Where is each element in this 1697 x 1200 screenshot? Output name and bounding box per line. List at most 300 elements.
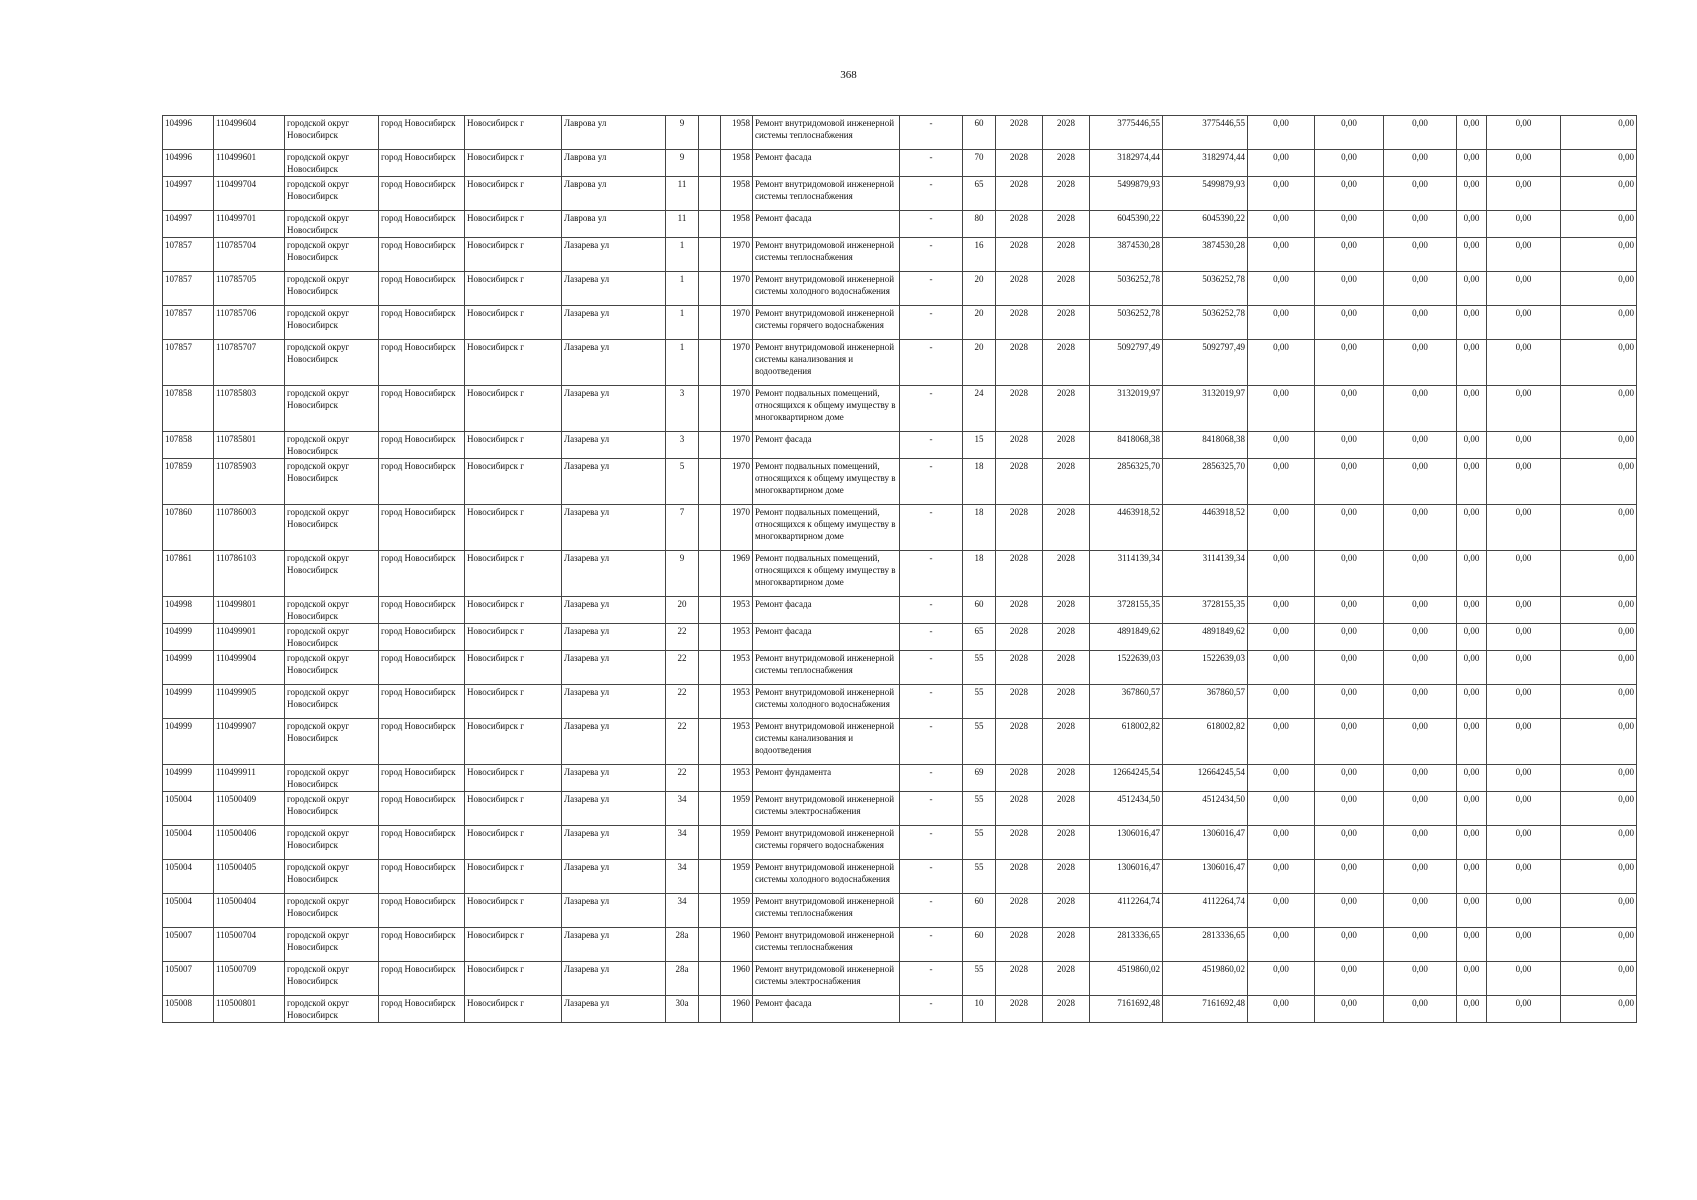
- cell-street: Лазарева ул: [562, 996, 666, 1023]
- cell-city: Новосибирск г: [465, 597, 562, 624]
- cell-regional-budget: 0,00: [1248, 150, 1315, 177]
- cell-street: Лазарева ул: [562, 624, 666, 651]
- cell-municipal-district: городской округ Новосибирск: [285, 177, 379, 211]
- cell-plan-year-start: 2028: [996, 624, 1043, 651]
- cell-total-cost: 1522639,03: [1090, 651, 1163, 685]
- cell-build-year: 1970: [721, 459, 753, 505]
- cell-other-2: 0,00: [1487, 624, 1561, 651]
- cell-other-2: 0,00: [1487, 551, 1561, 597]
- cell-city: Новосибирск г: [465, 860, 562, 894]
- cell-work-id: 110500404: [214, 894, 285, 928]
- cell-owner-funds: 0,00: [1384, 238, 1457, 272]
- cell-settlement: город Новосибирск: [379, 826, 465, 860]
- cell-wear-percent: 69: [963, 765, 996, 792]
- cell-settlement: город Новосибирск: [379, 597, 465, 624]
- cell-street: Лазарева ул: [562, 860, 666, 894]
- cell-municipal-district: городской округ Новосибирск: [285, 116, 379, 150]
- cell-other-3: 0,00: [1561, 928, 1637, 962]
- cell-municipal-district: городской округ Новосибирск: [285, 211, 379, 238]
- cell-owner-funds: 0,00: [1384, 272, 1457, 306]
- cell-owner-funds: 0,00: [1384, 651, 1457, 685]
- cell-unit: -: [900, 685, 963, 719]
- cell-plan-year-start: 2028: [996, 340, 1043, 386]
- cell-build-year: 1970: [721, 238, 753, 272]
- cell-fund-cost: 6045390,22: [1163, 211, 1248, 238]
- cell-local-budget: 0,00: [1315, 116, 1384, 150]
- cell-wear-percent: 10: [963, 996, 996, 1023]
- cell-plan-year-start: 2028: [996, 238, 1043, 272]
- cell-plan-year-start: 2028: [996, 860, 1043, 894]
- cell-unit: -: [900, 860, 963, 894]
- cell-owner-funds: 0,00: [1384, 792, 1457, 826]
- cell-plan-year-end: 2028: [1043, 651, 1090, 685]
- cell-street: Лазарева ул: [562, 340, 666, 386]
- cell-street: Лазарева ул: [562, 551, 666, 597]
- cell-building-number: [699, 928, 721, 962]
- cell-house-number: 22: [666, 685, 699, 719]
- table-row: [163, 826, 1637, 860]
- cell-house-number: 34: [666, 826, 699, 860]
- cell-owner-funds: 0,00: [1384, 719, 1457, 765]
- cell-other-1: 0,00: [1457, 505, 1487, 551]
- cell-plan-year-end: 2028: [1043, 432, 1090, 459]
- cell-total-cost: 3182974,44: [1090, 150, 1163, 177]
- table-row: [163, 459, 1637, 505]
- cell-other-3: 0,00: [1561, 272, 1637, 306]
- cell-other-2: 0,00: [1487, 505, 1561, 551]
- cell-street: Лазарева ул: [562, 459, 666, 505]
- cell-settlement: город Новосибирск: [379, 651, 465, 685]
- cell-build-year: 1959: [721, 894, 753, 928]
- table-row: [163, 340, 1637, 386]
- cell-city: Новосибирск г: [465, 651, 562, 685]
- cell-city: Новосибирск г: [465, 996, 562, 1023]
- cell-city: Новосибирск г: [465, 792, 562, 826]
- cell-local-budget: 0,00: [1315, 651, 1384, 685]
- cell-other-3: 0,00: [1561, 860, 1637, 894]
- cell-build-year: 1958: [721, 211, 753, 238]
- cell-other-2: 0,00: [1487, 597, 1561, 624]
- cell-fund-cost: 1522639,03: [1163, 651, 1248, 685]
- cell-wear-percent: 55: [963, 792, 996, 826]
- cell-regional-budget: 0,00: [1248, 211, 1315, 238]
- cell-street: Лаврова ул: [562, 116, 666, 150]
- table-row: [163, 792, 1637, 826]
- cell-total-cost: 3114139,34: [1090, 551, 1163, 597]
- cell-house-id: 104999: [163, 685, 214, 719]
- cell-settlement: город Новосибирск: [379, 150, 465, 177]
- cell-house-id: 105007: [163, 962, 214, 996]
- cell-local-budget: 0,00: [1315, 238, 1384, 272]
- cell-local-budget: 0,00: [1315, 177, 1384, 211]
- cell-total-cost: 3775446,55: [1090, 116, 1163, 150]
- cell-plan-year-end: 2028: [1043, 386, 1090, 432]
- cell-work-type: Ремонт внутридомовой инженерной системы горячего водоснабжения: [753, 306, 900, 340]
- cell-work-id: 110785801: [214, 432, 285, 459]
- cell-street: Лазарева ул: [562, 306, 666, 340]
- cell-street: Лаврова ул: [562, 150, 666, 177]
- table-row: [163, 177, 1637, 211]
- cell-total-cost: 4463918,52: [1090, 505, 1163, 551]
- cell-plan-year-start: 2028: [996, 685, 1043, 719]
- cell-other-2: 0,00: [1487, 238, 1561, 272]
- cell-wear-percent: 55: [963, 962, 996, 996]
- cell-other-1: 0,00: [1457, 996, 1487, 1023]
- cell-build-year: 1953: [721, 685, 753, 719]
- table-row: [163, 238, 1637, 272]
- cell-city: Новосибирск г: [465, 962, 562, 996]
- capital-repair-table: [162, 115, 1637, 1023]
- cell-unit: -: [900, 551, 963, 597]
- table-row: [163, 150, 1637, 177]
- cell-total-cost: 4519860,02: [1090, 962, 1163, 996]
- cell-other-1: 0,00: [1457, 651, 1487, 685]
- cell-owner-funds: 0,00: [1384, 150, 1457, 177]
- cell-work-id: 110499701: [214, 211, 285, 238]
- table-row: [163, 685, 1637, 719]
- cell-owner-funds: 0,00: [1384, 306, 1457, 340]
- cell-other-3: 0,00: [1561, 116, 1637, 150]
- cell-work-id: 110500704: [214, 928, 285, 962]
- cell-unit: -: [900, 894, 963, 928]
- cell-other-3: 0,00: [1561, 459, 1637, 505]
- cell-work-type: Ремонт внутридомовой инженерной системы холодного водоснабжения: [753, 272, 900, 306]
- cell-building-number: [699, 116, 721, 150]
- cell-work-type: Ремонт внутридомовой инженерной системы электроснабжения: [753, 962, 900, 996]
- cell-other-2: 0,00: [1487, 719, 1561, 765]
- cell-other-1: 0,00: [1457, 928, 1487, 962]
- page-number: 368: [840, 69, 857, 81]
- cell-work-id: 110500709: [214, 962, 285, 996]
- cell-regional-budget: 0,00: [1248, 996, 1315, 1023]
- cell-work-id: 110499604: [214, 116, 285, 150]
- cell-total-cost: 12664245,54: [1090, 765, 1163, 792]
- cell-city: Новосибирск г: [465, 928, 562, 962]
- cell-fund-cost: 3775446,55: [1163, 116, 1248, 150]
- cell-work-type: Ремонт подвальных помещений, относящихся к общему имуществу в многоквартирном доме: [753, 386, 900, 432]
- cell-owner-funds: 0,00: [1384, 765, 1457, 792]
- cell-house-number: 1: [666, 306, 699, 340]
- cell-regional-budget: 0,00: [1248, 928, 1315, 962]
- cell-other-3: 0,00: [1561, 177, 1637, 211]
- cell-city: Новосибирск г: [465, 150, 562, 177]
- cell-regional-budget: 0,00: [1248, 597, 1315, 624]
- cell-unit: -: [900, 386, 963, 432]
- cell-build-year: 1970: [721, 386, 753, 432]
- cell-unit: -: [900, 177, 963, 211]
- cell-house-number: 11: [666, 211, 699, 238]
- cell-wear-percent: 55: [963, 719, 996, 765]
- cell-building-number: [699, 211, 721, 238]
- cell-settlement: город Новосибирск: [379, 996, 465, 1023]
- cell-plan-year-start: 2028: [996, 962, 1043, 996]
- cell-plan-year-start: 2028: [996, 386, 1043, 432]
- cell-house-number: 9: [666, 551, 699, 597]
- cell-house-number: 22: [666, 719, 699, 765]
- cell-plan-year-end: 2028: [1043, 551, 1090, 597]
- cell-plan-year-end: 2028: [1043, 272, 1090, 306]
- cell-unit: -: [900, 306, 963, 340]
- cell-house-number: 7: [666, 505, 699, 551]
- cell-other-1: 0,00: [1457, 597, 1487, 624]
- cell-plan-year-end: 2028: [1043, 826, 1090, 860]
- cell-build-year: 1960: [721, 928, 753, 962]
- cell-work-id: 110499905: [214, 685, 285, 719]
- cell-other-3: 0,00: [1561, 386, 1637, 432]
- table-row: [163, 272, 1637, 306]
- cell-work-id: 110785704: [214, 238, 285, 272]
- cell-house-number: 1: [666, 272, 699, 306]
- cell-work-type: Ремонт внутридомовой инженерной системы канализования и водоотведения: [753, 340, 900, 386]
- cell-other-1: 0,00: [1457, 860, 1487, 894]
- cell-total-cost: 1306016,47: [1090, 826, 1163, 860]
- cell-house-number: 34: [666, 860, 699, 894]
- cell-build-year: 1970: [721, 432, 753, 459]
- cell-unit: -: [900, 505, 963, 551]
- table-row: [163, 860, 1637, 894]
- cell-build-year: 1970: [721, 272, 753, 306]
- cell-work-id: 110785705: [214, 272, 285, 306]
- cell-other-1: 0,00: [1457, 962, 1487, 996]
- cell-other-2: 0,00: [1487, 340, 1561, 386]
- cell-wear-percent: 20: [963, 340, 996, 386]
- cell-plan-year-end: 2028: [1043, 792, 1090, 826]
- cell-settlement: город Новосибирск: [379, 459, 465, 505]
- cell-unit: -: [900, 651, 963, 685]
- cell-regional-budget: 0,00: [1248, 116, 1315, 150]
- cell-local-budget: 0,00: [1315, 551, 1384, 597]
- cell-city: Новосибирск г: [465, 272, 562, 306]
- cell-wear-percent: 15: [963, 432, 996, 459]
- cell-wear-percent: 65: [963, 624, 996, 651]
- cell-local-budget: 0,00: [1315, 150, 1384, 177]
- cell-building-number: [699, 238, 721, 272]
- cell-plan-year-start: 2028: [996, 826, 1043, 860]
- cell-plan-year-end: 2028: [1043, 685, 1090, 719]
- cell-other-1: 0,00: [1457, 211, 1487, 238]
- cell-local-budget: 0,00: [1315, 685, 1384, 719]
- cell-fund-cost: 8418068,38: [1163, 432, 1248, 459]
- cell-unit: -: [900, 624, 963, 651]
- cell-house-id: 107857: [163, 238, 214, 272]
- cell-street: Лазарева ул: [562, 597, 666, 624]
- cell-plan-year-start: 2028: [996, 597, 1043, 624]
- cell-work-type: Ремонт внутридомовой инженерной системы теплоснабжения: [753, 894, 900, 928]
- cell-plan-year-start: 2028: [996, 928, 1043, 962]
- cell-other-2: 0,00: [1487, 792, 1561, 826]
- cell-city: Новосибирск г: [465, 306, 562, 340]
- cell-settlement: город Новосибирск: [379, 894, 465, 928]
- cell-build-year: 1958: [721, 150, 753, 177]
- cell-city: Новосибирск г: [465, 340, 562, 386]
- cell-house-number: 9: [666, 150, 699, 177]
- table-row: [163, 116, 1637, 150]
- cell-other-3: 0,00: [1561, 597, 1637, 624]
- cell-other-3: 0,00: [1561, 150, 1637, 177]
- cell-other-3: 0,00: [1561, 765, 1637, 792]
- cell-build-year: 1959: [721, 826, 753, 860]
- cell-regional-budget: 0,00: [1248, 432, 1315, 459]
- cell-plan-year-end: 2028: [1043, 624, 1090, 651]
- cell-street: Лазарева ул: [562, 238, 666, 272]
- cell-city: Новосибирск г: [465, 386, 562, 432]
- cell-municipal-district: городской округ Новосибирск: [285, 505, 379, 551]
- cell-work-type: Ремонт внутридомовой инженерной системы теплоснабжения: [753, 116, 900, 150]
- cell-municipal-district: городской округ Новосибирск: [285, 459, 379, 505]
- cell-unit: -: [900, 150, 963, 177]
- cell-total-cost: 2856325,70: [1090, 459, 1163, 505]
- table-body: [163, 116, 1637, 1023]
- cell-unit: -: [900, 719, 963, 765]
- table-row: [163, 597, 1637, 624]
- table-row: [163, 651, 1637, 685]
- cell-fund-cost: 4463918,52: [1163, 505, 1248, 551]
- cell-municipal-district: городской округ Новосибирск: [285, 928, 379, 962]
- cell-plan-year-end: 2028: [1043, 306, 1090, 340]
- cell-regional-budget: 0,00: [1248, 177, 1315, 211]
- table-row: [163, 505, 1637, 551]
- cell-house-number: 3: [666, 386, 699, 432]
- cell-build-year: 1953: [721, 651, 753, 685]
- cell-building-number: [699, 685, 721, 719]
- cell-work-type: Ремонт фасада: [753, 624, 900, 651]
- cell-fund-cost: 5036252,78: [1163, 272, 1248, 306]
- cell-work-id: 110499907: [214, 719, 285, 765]
- cell-street: Лазарева ул: [562, 719, 666, 765]
- cell-municipal-district: городской округ Новосибирск: [285, 306, 379, 340]
- cell-regional-budget: 0,00: [1248, 962, 1315, 996]
- cell-total-cost: 8418068,38: [1090, 432, 1163, 459]
- cell-other-1: 0,00: [1457, 272, 1487, 306]
- cell-house-number: 30а: [666, 996, 699, 1023]
- cell-street: Лазарева ул: [562, 505, 666, 551]
- cell-plan-year-start: 2028: [996, 150, 1043, 177]
- cell-owner-funds: 0,00: [1384, 177, 1457, 211]
- table-row: [163, 624, 1637, 651]
- cell-plan-year-end: 2028: [1043, 459, 1090, 505]
- cell-local-budget: 0,00: [1315, 624, 1384, 651]
- cell-other-1: 0,00: [1457, 624, 1487, 651]
- cell-unit: -: [900, 432, 963, 459]
- cell-house-id: 104996: [163, 116, 214, 150]
- cell-street: Лазарева ул: [562, 826, 666, 860]
- cell-regional-budget: 0,00: [1248, 685, 1315, 719]
- cell-municipal-district: городской округ Новосибирск: [285, 624, 379, 651]
- cell-plan-year-end: 2028: [1043, 894, 1090, 928]
- cell-building-number: [699, 551, 721, 597]
- cell-house-id: 107859: [163, 459, 214, 505]
- cell-local-budget: 0,00: [1315, 432, 1384, 459]
- cell-total-cost: 2813336,65: [1090, 928, 1163, 962]
- cell-city: Новосибирск г: [465, 765, 562, 792]
- cell-other-3: 0,00: [1561, 719, 1637, 765]
- cell-regional-budget: 0,00: [1248, 505, 1315, 551]
- cell-house-id: 104997: [163, 211, 214, 238]
- cell-other-2: 0,00: [1487, 996, 1561, 1023]
- cell-settlement: город Новосибирск: [379, 765, 465, 792]
- cell-municipal-district: городской округ Новосибирск: [285, 685, 379, 719]
- cell-street: Лазарева ул: [562, 272, 666, 306]
- cell-municipal-district: городской округ Новосибирск: [285, 826, 379, 860]
- cell-wear-percent: 24: [963, 386, 996, 432]
- cell-house-id: 104996: [163, 150, 214, 177]
- cell-street: Лаврова ул: [562, 211, 666, 238]
- cell-owner-funds: 0,00: [1384, 928, 1457, 962]
- cell-fund-cost: 5036252,78: [1163, 306, 1248, 340]
- cell-owner-funds: 0,00: [1384, 432, 1457, 459]
- cell-plan-year-end: 2028: [1043, 211, 1090, 238]
- cell-settlement: город Новосибирск: [379, 211, 465, 238]
- cell-city: Новосибирск г: [465, 505, 562, 551]
- cell-work-type: Ремонт фасада: [753, 996, 900, 1023]
- cell-regional-budget: 0,00: [1248, 551, 1315, 597]
- cell-other-3: 0,00: [1561, 306, 1637, 340]
- cell-other-1: 0,00: [1457, 238, 1487, 272]
- cell-work-id: 110500406: [214, 826, 285, 860]
- cell-settlement: город Новосибирск: [379, 928, 465, 962]
- cell-city: Новосибирск г: [465, 719, 562, 765]
- cell-fund-cost: 1306016,47: [1163, 860, 1248, 894]
- cell-local-budget: 0,00: [1315, 272, 1384, 306]
- cell-settlement: город Новосибирск: [379, 116, 465, 150]
- cell-fund-cost: 4891849,62: [1163, 624, 1248, 651]
- cell-owner-funds: 0,00: [1384, 597, 1457, 624]
- cell-settlement: город Новосибирск: [379, 306, 465, 340]
- cell-other-1: 0,00: [1457, 685, 1487, 719]
- cell-fund-cost: 4112264,74: [1163, 894, 1248, 928]
- cell-other-3: 0,00: [1561, 685, 1637, 719]
- table-row: [163, 432, 1637, 459]
- cell-municipal-district: городской округ Новосибирск: [285, 860, 379, 894]
- cell-fund-cost: 1306016,47: [1163, 826, 1248, 860]
- cell-local-budget: 0,00: [1315, 765, 1384, 792]
- cell-municipal-district: городской округ Новосибирск: [285, 340, 379, 386]
- cell-other-1: 0,00: [1457, 765, 1487, 792]
- cell-work-id: 110785706: [214, 306, 285, 340]
- cell-other-2: 0,00: [1487, 651, 1561, 685]
- cell-work-type: Ремонт подвальных помещений, относящихся к общему имуществу в многоквартирном доме: [753, 505, 900, 551]
- cell-unit: -: [900, 211, 963, 238]
- cell-plan-year-end: 2028: [1043, 340, 1090, 386]
- cell-building-number: [699, 624, 721, 651]
- cell-local-budget: 0,00: [1315, 386, 1384, 432]
- cell-house-number: 22: [666, 765, 699, 792]
- cell-other-1: 0,00: [1457, 719, 1487, 765]
- cell-city: Новосибирск г: [465, 177, 562, 211]
- cell-building-number: [699, 792, 721, 826]
- cell-plan-year-end: 2028: [1043, 719, 1090, 765]
- cell-other-3: 0,00: [1561, 551, 1637, 597]
- cell-work-id: 110500405: [214, 860, 285, 894]
- cell-total-cost: 5499879,93: [1090, 177, 1163, 211]
- cell-settlement: город Новосибирск: [379, 685, 465, 719]
- cell-settlement: город Новосибирск: [379, 624, 465, 651]
- cell-owner-funds: 0,00: [1384, 996, 1457, 1023]
- cell-other-1: 0,00: [1457, 459, 1487, 505]
- cell-work-id: 110500409: [214, 792, 285, 826]
- table-row: [163, 719, 1637, 765]
- cell-work-id: 110499601: [214, 150, 285, 177]
- cell-plan-year-start: 2028: [996, 459, 1043, 505]
- cell-other-3: 0,00: [1561, 826, 1637, 860]
- cell-building-number: [699, 432, 721, 459]
- cell-fund-cost: 4512434,50: [1163, 792, 1248, 826]
- cell-other-2: 0,00: [1487, 826, 1561, 860]
- cell-street: Лазарева ул: [562, 792, 666, 826]
- cell-regional-budget: 0,00: [1248, 894, 1315, 928]
- cell-plan-year-end: 2028: [1043, 177, 1090, 211]
- cell-house-number: 28а: [666, 928, 699, 962]
